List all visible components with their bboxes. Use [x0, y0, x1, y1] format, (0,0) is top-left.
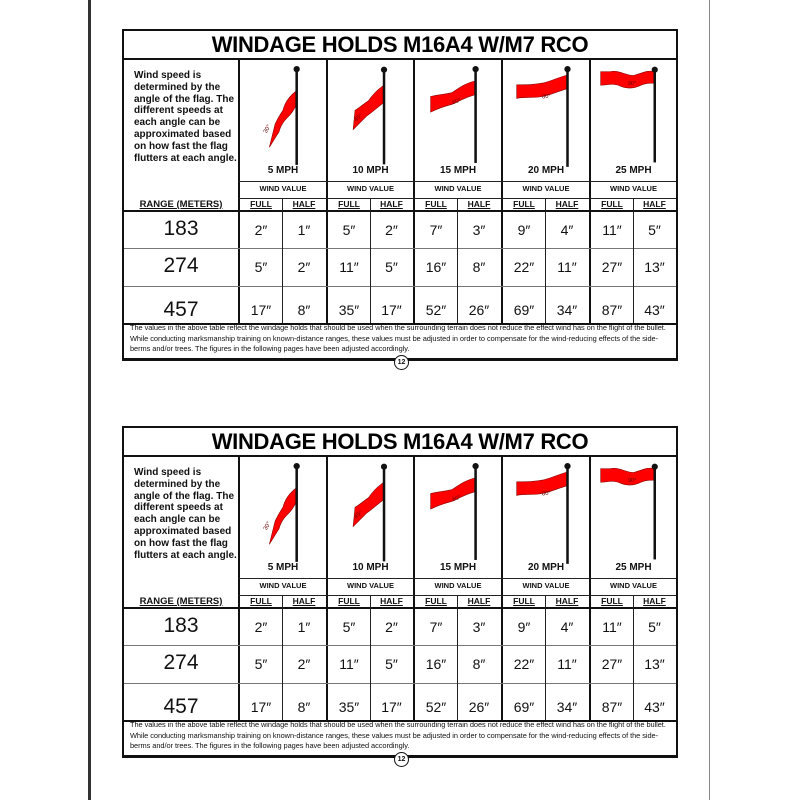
half-value-cell: 2″: [385, 619, 398, 635]
half-label: HALF: [292, 596, 316, 606]
half-value-cell: 17″: [381, 699, 402, 715]
flag-angle-label: 30°: [262, 520, 273, 532]
full-value-cell: 7″: [429, 619, 443, 635]
range-value: 457: [163, 298, 199, 321]
windage-table-card: [122, 29, 678, 366]
full-value-cell: 9″: [517, 222, 531, 238]
full-value-cell: 11″: [602, 619, 622, 635]
half-value-cell: 8″: [472, 656, 486, 672]
full-value-cell: 11″: [602, 222, 622, 238]
speed-label: 25 MPH: [615, 165, 652, 176]
speed-label: 20 MPH: [527, 165, 565, 176]
full-value-cell: 5″: [254, 656, 268, 672]
range-header: RANGE (METERS): [139, 596, 223, 607]
half-value-cell: 26″: [468, 699, 490, 715]
full-label: FULL: [338, 199, 360, 209]
full-label: FULL: [425, 199, 447, 209]
half-value-cell: 17″: [381, 302, 402, 318]
half-value-cell: 43″: [644, 302, 665, 318]
full-value-cell: 22″: [513, 656, 535, 672]
footnote: The values in the above table reflect the windage holds that should be used when the surrounding terrain does not reduce the effect wind has on the flight of the bullet. While conducting marksmanship training on known-distance ranges, these values must be adjusted in order to compensate for the wind-reducing effects of the side-berms and/or trees. The figures in the following pages have been adjusted accordingly.: [130, 323, 666, 354]
half-value-cell: 5″: [648, 619, 661, 635]
half-value-cell: 3″: [472, 619, 486, 635]
wind-flag-icon: [240, 459, 326, 571]
full-value-cell: 9″: [517, 619, 531, 635]
speed-label: 15 MPH: [439, 165, 477, 176]
row-rule: [124, 683, 676, 684]
speed-label: 25 MPH: [615, 562, 652, 573]
wind-flag-icon: [503, 62, 589, 174]
range-value: 274: [163, 254, 199, 277]
half-value-cell: 1″: [297, 619, 311, 635]
full-value-cell: 5″: [342, 222, 356, 238]
wind-value-label: WIND VALUE: [434, 581, 482, 590]
half-label: HALF: [467, 596, 491, 606]
full-label: FULL: [601, 199, 623, 209]
row-rule: [124, 248, 676, 249]
full-value-cell: 16″: [425, 259, 447, 275]
speed-label: 5 MPH: [267, 165, 299, 176]
full-value-cell: 17″: [250, 699, 272, 715]
full-label: FULL: [513, 199, 535, 209]
wind-flag-icon: [240, 62, 326, 174]
half-label: HALF: [380, 596, 403, 606]
wind-value-label: WIND VALUE: [522, 184, 570, 193]
full-value-cell: 35″: [338, 302, 360, 318]
table-title: WINDAGE HOLDS M16A4 W/M7 RCO: [124, 31, 676, 60]
half-value-cell: 34″: [556, 302, 578, 318]
wind-flag-icon: [503, 459, 589, 571]
wind-flag-icon: [415, 62, 501, 174]
full-value-cell: 5″: [342, 619, 356, 635]
half-label: HALF: [292, 199, 316, 209]
half-value-cell: 13″: [644, 656, 665, 672]
full-value-cell: 2″: [254, 222, 268, 238]
wind-flag-icon: [415, 459, 501, 571]
page-number: 12: [394, 355, 409, 370]
flag-angle-label: 80°: [541, 93, 552, 101]
half-label: HALF: [467, 199, 491, 209]
half-value-cell: 1″: [297, 222, 311, 238]
full-value-cell: 2″: [254, 619, 268, 635]
half-value-cell: 2″: [297, 259, 311, 275]
wind-value-label: WIND VALUE: [522, 581, 570, 590]
full-value-cell: 5″: [254, 259, 268, 275]
speed-label: 15 MPH: [439, 562, 477, 573]
half-label: HALF: [555, 199, 579, 209]
full-label: FULL: [250, 596, 272, 606]
full-value-cell: 22″: [513, 259, 535, 275]
page-right-edge: [709, 0, 710, 800]
full-value-cell: 69″: [513, 699, 535, 715]
full-label: FULL: [425, 596, 447, 606]
wind-value-label: WIND VALUE: [259, 184, 307, 193]
wind-flag-icon: [591, 459, 676, 571]
range-value: 274: [163, 651, 199, 674]
half-value-cell: 34″: [556, 699, 578, 715]
flag-angle-label: 90°: [627, 478, 637, 485]
wind-value-label: WIND VALUE: [347, 581, 394, 590]
full-label: FULL: [338, 596, 360, 606]
full-value-cell: 11″: [339, 259, 359, 275]
flag-angle-label: 60°: [451, 97, 463, 107]
speed-label: 10 MPH: [352, 165, 389, 176]
full-value-cell: 27″: [601, 656, 623, 672]
half-value-cell: 5″: [385, 259, 398, 275]
half-value-cell: 4″: [560, 222, 574, 238]
half-value-cell: 3″: [472, 222, 486, 238]
full-value-cell: 27″: [601, 259, 623, 275]
half-value-cell: 5″: [648, 222, 661, 238]
half-value-cell: 11″: [557, 259, 577, 275]
wind-value-rule: [238, 578, 676, 579]
full-value-cell: 52″: [425, 302, 447, 318]
flag-angle-label: 60°: [451, 494, 463, 504]
flag-description: Wind speed is determined by the angle of the flag. The different speeds at each angle can be approximated based on how fast the flag flutters at each angle.: [134, 467, 237, 561]
range-value: 457: [163, 695, 199, 718]
full-value-cell: 17″: [250, 302, 272, 318]
full-value-cell: 35″: [338, 699, 360, 715]
speed-label: 20 MPH: [527, 562, 565, 573]
half-value-cell: 8″: [297, 302, 311, 318]
flag-angle-label: 30°: [262, 123, 273, 135]
flag-angle-label: 80°: [541, 490, 552, 498]
wind-value-rule: [238, 181, 676, 182]
table-title: WINDAGE HOLDS M16A4 W/M7 RCO: [124, 428, 676, 457]
full-value-cell: 7″: [429, 222, 443, 238]
half-value-cell: 2″: [385, 222, 398, 238]
page-left-edge: [88, 0, 91, 800]
half-value-cell: 5″: [385, 656, 398, 672]
wind-flag-icon: [328, 62, 413, 174]
full-label: FULL: [250, 199, 272, 209]
full-value-cell: 87″: [601, 302, 623, 318]
full-value-cell: 69″: [513, 302, 535, 318]
flag-angle-label: 90°: [627, 81, 637, 88]
wind-value-label: WIND VALUE: [434, 184, 482, 193]
half-label: HALF: [380, 199, 403, 209]
half-value-cell: 8″: [472, 259, 486, 275]
flag-angle-label: 45°: [353, 510, 364, 521]
flag-angle-label: 45°: [353, 113, 364, 124]
row-rule: [124, 645, 676, 646]
wind-value-label: WIND VALUE: [610, 581, 657, 590]
range-value: 183: [163, 217, 199, 240]
range-header: RANGE (METERS): [139, 199, 223, 210]
speed-label: 5 MPH: [267, 562, 299, 573]
full-value-cell: 52″: [425, 699, 447, 715]
wind-flag-icon: [591, 62, 676, 174]
row-rule: [124, 286, 676, 287]
half-label: HALF: [643, 596, 666, 606]
full-label: FULL: [601, 596, 623, 606]
half-value-cell: 11″: [557, 656, 577, 672]
speed-label: 10 MPH: [352, 562, 389, 573]
range-value: 183: [163, 614, 199, 637]
wind-flag-icon: [328, 459, 413, 571]
full-value-cell: 11″: [339, 656, 359, 672]
header-bottom-rule: [124, 607, 676, 609]
half-value-cell: 13″: [644, 259, 665, 275]
flag-description: Wind speed is determined by the angle of the flag. The different speeds at each angle can be approximated based on how fast the flag flutters at each angle.: [134, 70, 237, 164]
half-value-cell: 43″: [644, 699, 665, 715]
full-value-cell: 87″: [601, 699, 623, 715]
header-bottom-rule: [124, 210, 676, 212]
half-value-cell: 2″: [297, 656, 311, 672]
wind-value-label: WIND VALUE: [610, 184, 657, 193]
full-value-cell: 16″: [425, 656, 447, 672]
half-label: HALF: [643, 199, 666, 209]
half-value-cell: 26″: [468, 302, 490, 318]
windage-table-card: [122, 426, 678, 763]
wind-value-label: WIND VALUE: [347, 184, 394, 193]
half-label: HALF: [555, 596, 579, 606]
half-value-cell: 4″: [560, 619, 574, 635]
full-label: FULL: [513, 596, 535, 606]
wind-value-label: WIND VALUE: [259, 581, 307, 590]
footnote: The values in the above table reflect the windage holds that should be used when the surrounding terrain does not reduce the effect wind has on the flight of the bullet. While conducting marksmanship training on known-distance ranges, these values must be adjusted in order to compensate for the wind-reducing effects of the side-berms and/or trees. The figures in the following pages have been adjusted accordingly.: [130, 720, 666, 751]
half-value-cell: 8″: [297, 699, 311, 715]
page-number: 12: [394, 752, 409, 767]
